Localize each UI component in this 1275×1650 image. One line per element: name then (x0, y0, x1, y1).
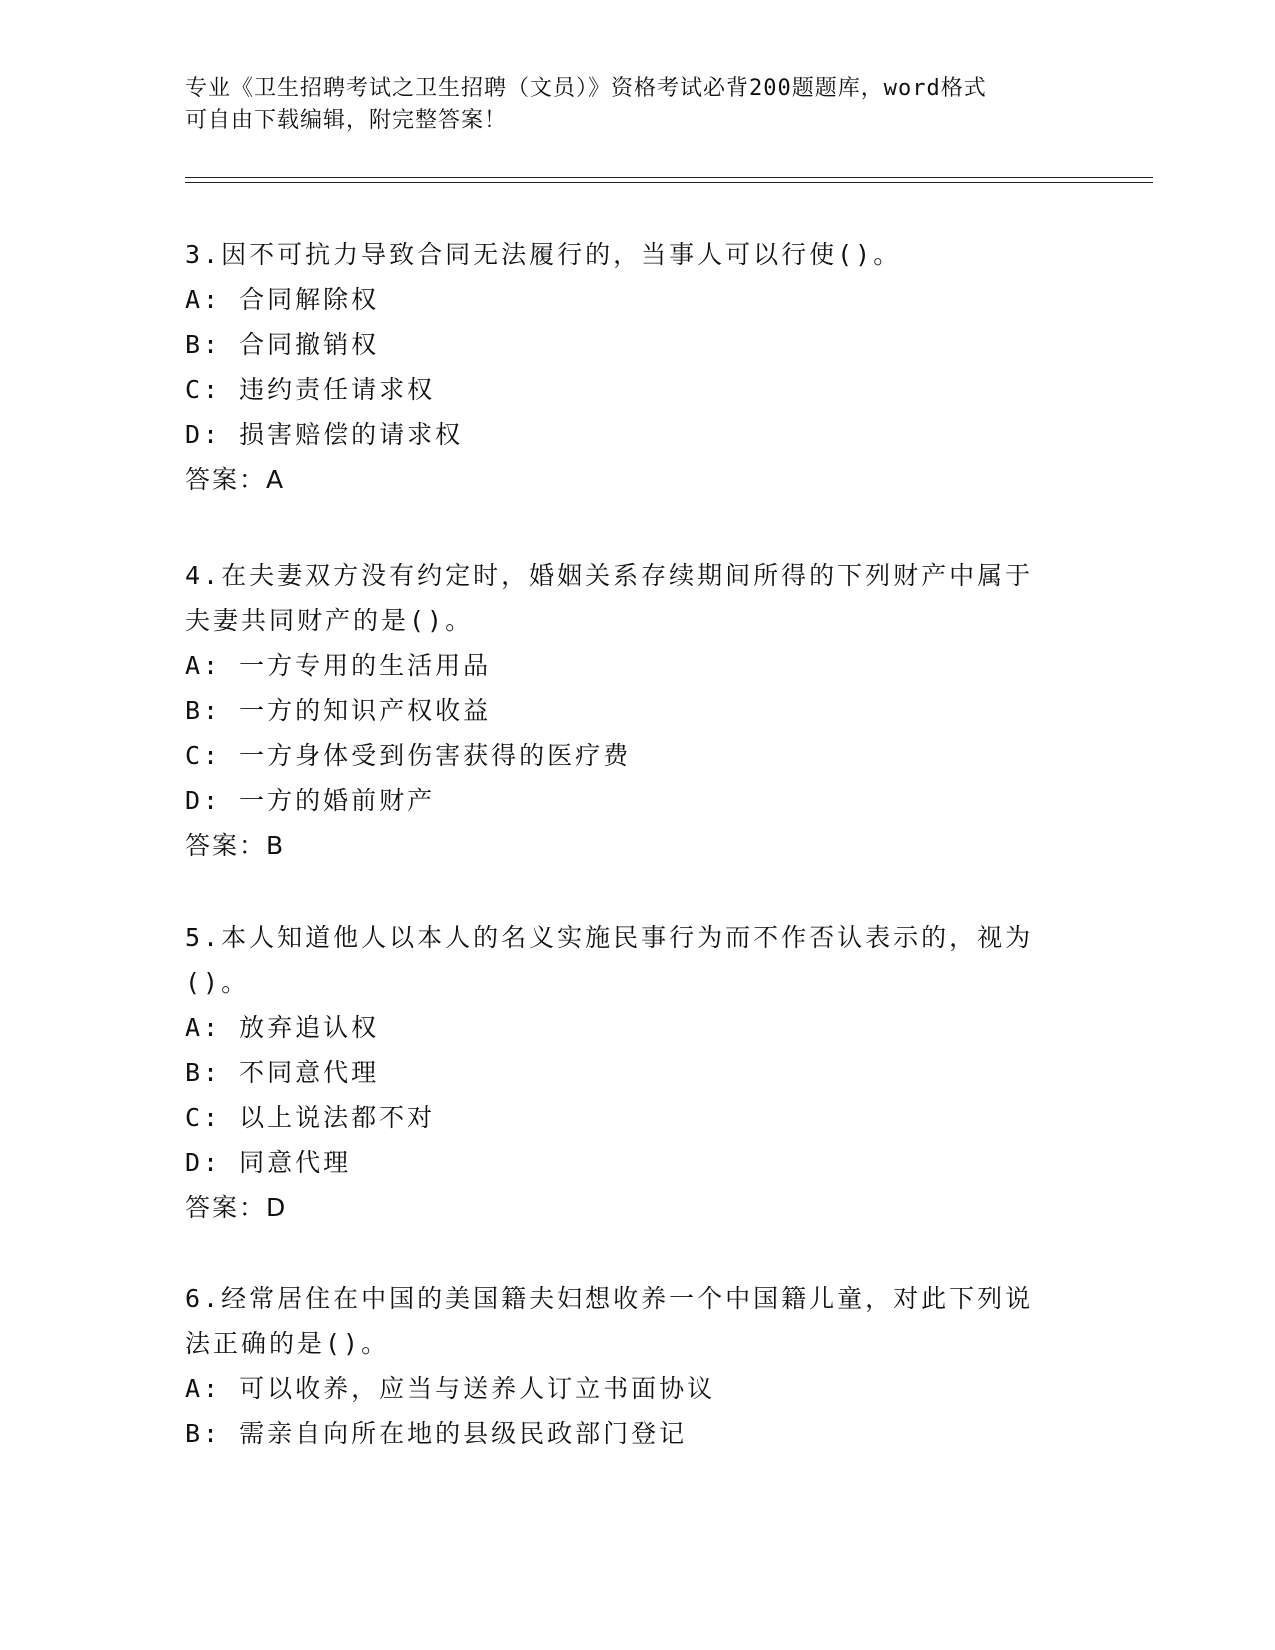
header-title-line-1: 专业《卫生招聘考试之卫生招聘（文员）》资格考试必背200题题库，word格式 (185, 76, 987, 101)
question-4 (185, 553, 1065, 868)
option-a: A: 合同解除权 (185, 285, 380, 314)
option-c: C: 以上说法都不对 (185, 1103, 436, 1132)
question-stem-line-1: 4.在夫妻双方没有约定时，婚姻关系存续期间所得的下列财产中属于 (185, 561, 1034, 590)
question-6 (185, 1276, 1065, 1456)
header-divider-top (185, 177, 1153, 178)
answer-line: 答案：B (185, 831, 286, 860)
question-stem-line-2: ()。 (185, 968, 250, 997)
question-stem: 3.因不可抗力导致合同无法履行的，当事人可以行使()。 (185, 240, 902, 269)
answer-line: 答案：A (185, 465, 286, 494)
question-stem-line-1: 5.本人知道他人以本人的名义实施民事行为而不作否认表示的，视为 (185, 923, 1034, 952)
question-stem-line-2: 夫妻共同财产的是()。 (185, 606, 474, 635)
option-a: A: 一方专用的生活用品 (185, 651, 492, 680)
header-divider-bottom (185, 182, 1153, 183)
header-title-line-2: 可自由下载编辑，附完整答案！ (185, 108, 508, 133)
option-a: A: 放弃追认权 (185, 1013, 380, 1042)
option-d: D: 同意代理 (185, 1148, 352, 1177)
question-stem-line-1: 6.经常居住在中国的美国籍夫妇想收养一个中国籍儿童，对此下列说 (185, 1284, 1034, 1313)
option-b: B: 不同意代理 (185, 1058, 380, 1087)
option-c: C: 违约责任请求权 (185, 375, 436, 404)
option-a: A: 可以收养，应当与送养人订立书面协议 (185, 1374, 716, 1403)
option-c: C: 一方身体受到伤害获得的医疗费 (185, 741, 632, 770)
document-header (185, 73, 1065, 137)
question-5 (185, 915, 1065, 1230)
answer-line: 答案：D (185, 1193, 288, 1222)
question-3 (185, 232, 1065, 502)
option-d: D: 一方的婚前财产 (185, 786, 436, 815)
option-b: B: 合同撤销权 (185, 330, 380, 359)
option-b: B: 需亲自向所在地的县级民政部门登记 (185, 1419, 688, 1448)
option-b: B: 一方的知识产权收益 (185, 696, 492, 725)
option-d: D: 损害赔偿的请求权 (185, 420, 464, 449)
question-stem-line-2: 法正确的是()。 (185, 1329, 390, 1358)
